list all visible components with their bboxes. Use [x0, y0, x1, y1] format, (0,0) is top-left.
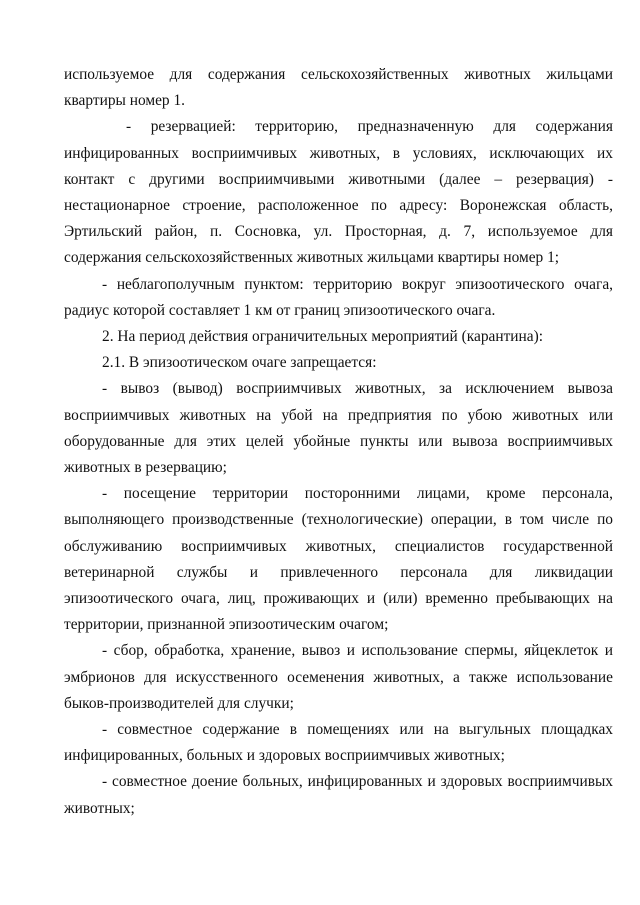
document-body: [64, 62, 613, 822]
paragraph-joint-milking-ban: - совместное доение больных, инфицированных и здоровых восприимчивых животных;: [64, 773, 613, 817]
paragraph-joint-keeping-ban: - совместное содержание в помещениях или на выгульных площадках инфицированных, больных и здоровых восприимчивых животных;: [64, 721, 613, 765]
paragraph-section-2-1: 2.1. В эпизоотическом очаге запрещается:: [102, 354, 377, 372]
paragraph-visit-ban: - посещение территории посторонними лицами, кроме персонала, выполняющего производственные (технологические) операции, в том числе по обслуживанию восприимчивых животных, специалистов государственной ветеринарной службы и привлеченного персонала для ликвидации эпизоотического очага, лиц, проживающих и (или) временно пребывающих на территории, признанной эпизоотическим очагом;: [64, 485, 613, 634]
paragraph-export-ban: - вывоз (вывод) восприимчивых животных, за исключением вывоза восприимчивых животных на убой на предприятия по убою животных или оборудованные для этих целей убойные пункты или вывоза восприимчивых животных в резервацию;: [64, 380, 613, 477]
paragraph-reservation: - резервацией: территорию, предназначенную для содержания инфицированных восприимчивых животных, в условиях, исключающих их контакт с другими восприимчивыми животными (далее – резервация) - нестационарное строение, расположенное по адресу: Воронежская область, Эртильский район, п. Сосновка, ул. Просторная, д. 7, используемое для содержания сельскохозяйственных животных жильцами квартиры номер 1;: [64, 118, 613, 267]
paragraph-continuation: используемое для содержания сельскохозяйственных животных жильцами квартиры номер 1.: [64, 66, 613, 110]
paragraph-unfavorable-point: - неблагополучным пунктом: территорию вокруг эпизоотического очага, радиус которой составляет 1 км от границ эпизоотического очага.: [64, 275, 613, 319]
paragraph-sperm-ban: - сбор, обработка, хранение, вывоз и использование спермы, яйцеклеток и эмбрионов для искусственного осеменения животных, а также использование быков-производителей для случки;: [64, 642, 613, 712]
paragraph-section-2: 2. На период действия ограничительных мероприятий (карантина):: [102, 328, 544, 346]
